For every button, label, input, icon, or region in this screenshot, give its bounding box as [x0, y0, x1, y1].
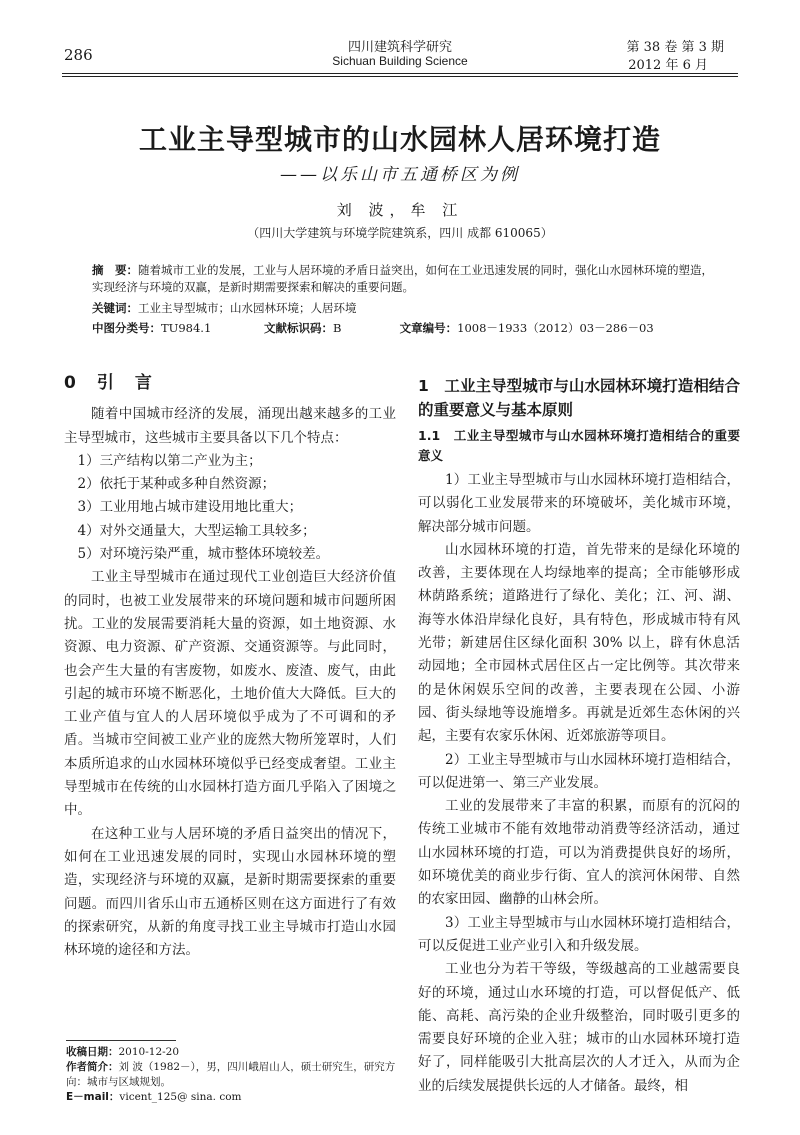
journal-name-en: Sichuan Building Science [332, 54, 468, 68]
issue-date: 2012 年 6 月 [628, 58, 708, 73]
list-item: 2）依托于某种或多种自然资源； [77, 476, 276, 493]
abstract-text: 随着城市工业的发展，工业与人居环境的矛盾日益突出，如何在工业迅速发展的同时，强化山水园林环境的塑造，实现经济与环境的双赢，是新时期需要探索和解决的重要问题。 [92, 263, 713, 294]
page-number: 286 [64, 46, 93, 64]
section-heading-1-1: 1.1 工业主导型城市与山水园林环境打造相结合的重要意义 [418, 428, 740, 463]
abstract-label: 摘 要： [92, 263, 138, 277]
section-heading-introduction: 0 引 言 [64, 373, 154, 393]
article-number-label: 文章编号： [399, 321, 458, 335]
article-authors: 刘 波，牟 江 [336, 201, 464, 219]
article-number-value: 1008－1933（2012）03－286－03 [457, 321, 654, 335]
body-paragraph: 山水园林环境的打造，首先带来的是绿化环境的改善，主要体现在人均绿地率的提高；全市能够形成林荫路系统；道路进行了绿化、美化；江、河、湖、海等水体沿岸绿化良好，具有特色，形成城市特有风光带；新建居住区绿化面积 30% 以上，辟有休息活动园地；全市园林式居住区占一定比例等。其次带来的是休闲娱乐空间的改善，主要表现在公园、小游园、街头绿地等设施增多。再就是近郊生态休闲的兴起，主要有农家乐休闲、近郊旅游等项目。 [418, 541, 740, 745]
list-item: 1）三产结构以第二产业为主； [77, 452, 262, 469]
article-subtitle: ——以乐山市五通桥区为例 [280, 165, 520, 185]
doc-code-label: 文献标识码： [264, 321, 333, 335]
header-rule-thin [62, 76, 738, 77]
list-item: 4）对外交通量大，大型运输工具较多； [77, 522, 316, 539]
author-email: E－mail：vicent_125@ sina. com [66, 1091, 242, 1103]
body-paragraph: 2）工业主导型城市与山水园林环境打造相结合，可以促进第一、第三产业发展。 [418, 751, 740, 791]
list-item: 5）对环境污染严重，城市整体环境较差。 [77, 546, 330, 563]
received-date: 收稿日期：2010-12-20 [66, 1046, 180, 1058]
volume-issue: 第 38 卷 第 3 期 [626, 40, 724, 55]
abstract [92, 262, 722, 296]
intro-paragraph-3: 在这种工业与人居环境的矛盾日益突出的情况下，如何在工业迅速发展的同时，实现山水园林环境的塑造，实现经济与环境的双赢，是新时期需要探索的重要问题。而四川省乐山市五通桥区则在这方面进行了有效的探索研究，从新的角度寻找工业主导城市打造山水园林环境的途径和方法。 [64, 825, 396, 959]
body-paragraph: 3）工业主导型城市与山水园林环境打造相结合，可以反促进工业产业引入和升级发展。 [418, 914, 740, 954]
keywords-label: 关键词： [92, 301, 138, 315]
body-paragraph: 工业的发展带来了丰富的积累，而原有的沉闷的传统工业城市不能有效地带动消费等经济活动，通过山水园林环境的打造，可以为消费提供良好的场所，如环境优美的商业步行街、宜人的滨河休闲带、自然的农家田园、幽静的山林会所。 [418, 798, 740, 908]
intro-paragraph-1: 随着中国城市经济的发展，涌现出越来越多的工业主导型城市，这些城市主要具备以下几个特点： [64, 406, 396, 446]
right-column [418, 374, 740, 1098]
body-paragraph: 1）工业主导型城市与山水园林环境打造相结合，可以弱化工业发展带来的环境破坏，美化城市环境，解决部分城市问题。 [418, 472, 740, 535]
classification-line [92, 320, 722, 337]
clc-value: TU984.1 [161, 321, 212, 335]
author-affiliation: （四川大学建筑与环境学院建筑系，四川 成都 610065） [247, 226, 553, 240]
footnote [66, 1045, 406, 1105]
keywords-text: 工业主导型城市；山水园林环境；人居环境 [138, 301, 357, 315]
section-heading-1: 1 工业主导型城市与山水园林环境打造相结合的重要意义与基本原则 [418, 377, 740, 419]
header-rule [62, 73, 738, 74]
article-title: 工业主导型城市的山水园林人居环境打造 [138, 123, 661, 156]
left-column [64, 372, 396, 962]
body-paragraph: 工业也分为若干等级，等级越高的工业越需要良好的环境，通过山水环境的打造，可以督促低产、低能、高耗、高污染的企业升级整治，同时吸引更多的需要良好环境的企业入驻；城市的山水园林环境打造好了，同样能吸引大批高层次的人才迁入，从而为企业的后续发展提供长远的人才储备。最终，相 [418, 961, 740, 1094]
journal-name-cn: 四川建筑科学研究 [347, 40, 452, 55]
footnote-rule [66, 1040, 176, 1041]
clc-label: 中图分类号： [92, 321, 161, 335]
doc-code-value: B [333, 321, 342, 335]
intro-paragraph-2: 工业主导型城市在通过现代工业创造巨大经济价值的同时，也被工业发展带来的环境问题和城市问题所困扰。工业的发展需要消耗大量的资源，如土地资源、水资源、电力资源、矿产资源、交通资源等。与此同时，也会产生大量的有害废物，如废水、废渣、废气，由此引起的城市环境不断恶化，土地价值大大降低。巨大的工业产值与宜人的人居环境似乎成为了不可调和的矛盾。当城市空间被工业产业的庞然大物所笼罩时，人们本质所追求的山水园林环境似乎已经变成奢望。工业主导型城市在传统的山水园林打造方面几乎陷入了困境之中。 [64, 569, 396, 819]
author-bio: 作者简介：刘 波（1982－），男，四川峨眉山人，硕士研究生，研究方向：城市与区域规划。 [66, 1061, 396, 1088]
keywords [92, 300, 722, 317]
list-item: 3）工业用地占城市建设用地比重大； [77, 499, 303, 516]
